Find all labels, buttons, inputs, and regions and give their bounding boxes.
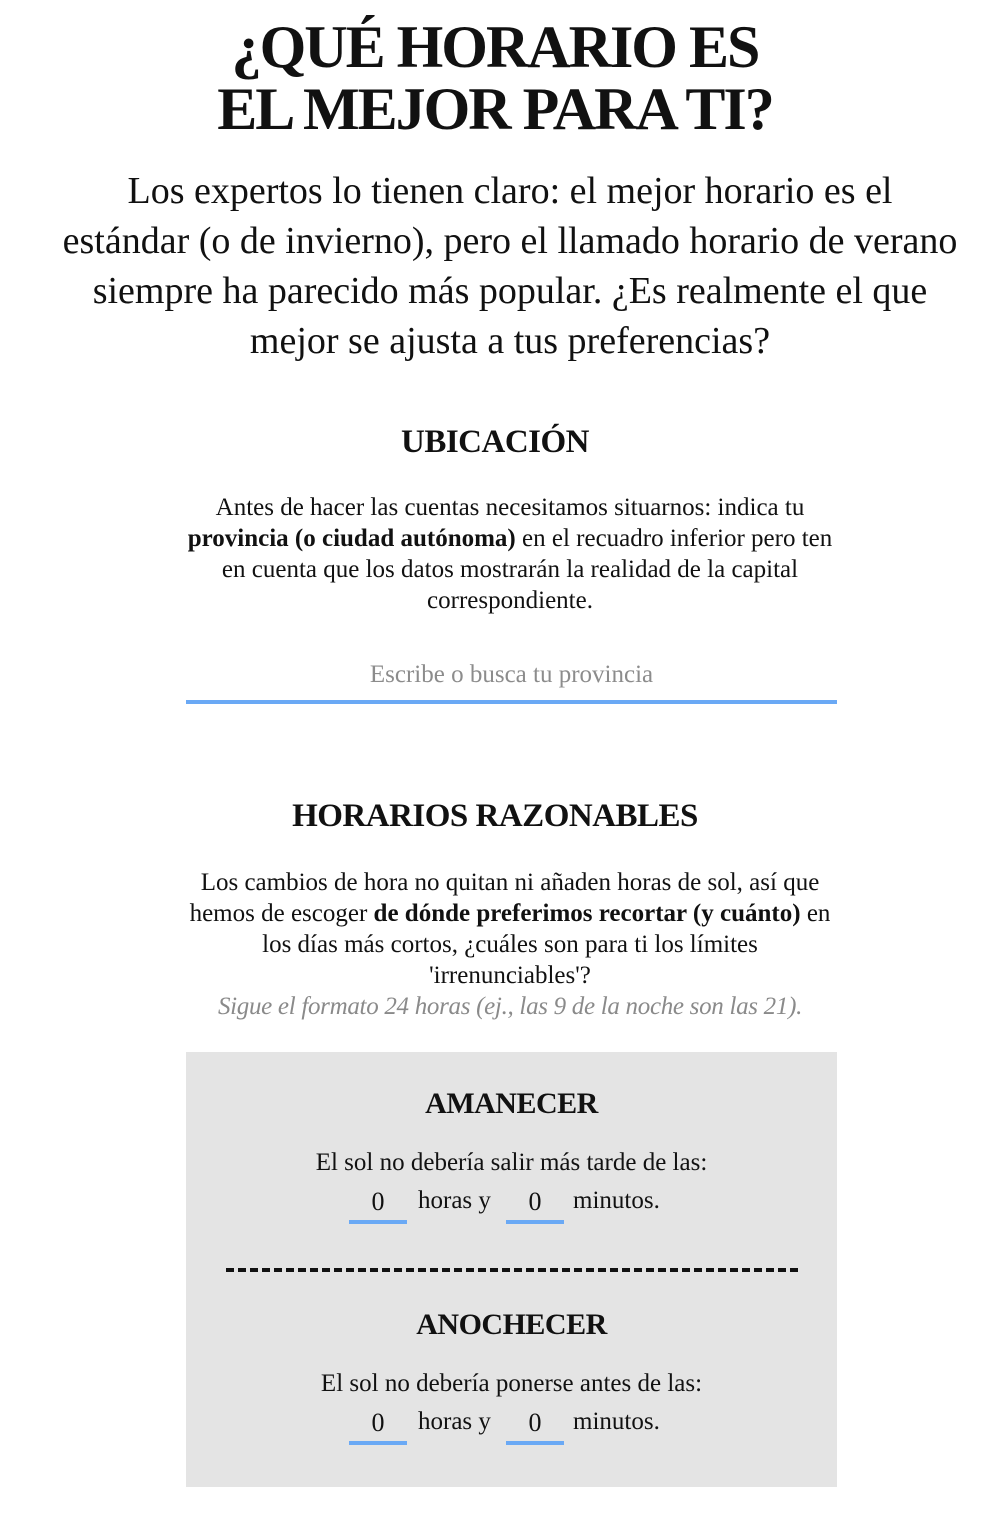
sunset-minutes-label: minutos. [573,1408,660,1435]
schedules-heading: HORARIOS RAZONABLES [292,798,698,834]
sunrise-minutes-label: minutos. [573,1187,660,1214]
sunset-minutes-input[interactable] [506,1405,564,1445]
schedules-description-end: en los días más cortos, ¿cuáles son para ti los límites 'irrenunciables'? [262,900,831,989]
page-title [0,16,990,140]
sunrise-minutes-input[interactable] [506,1184,564,1224]
schedules-description [180,867,840,1022]
preferences-panel [186,1052,837,1487]
province-search-input[interactable] [186,652,837,698]
province-search [186,652,837,704]
location-description-end: en el recuadro inferior pero ten en cuenta que los datos mostrarán la realidad de la capital correspondiente. [221,525,833,614]
format-hint: Sigue el formato 24 horas (ej., las 9 de la noche son las 21). [217,993,803,1020]
intro-text: Los expertos lo tienen claro: el mejor horario es el estándar (o de invierno), pero el llamado horario de verano siempre ha parecido más popular. ¿Es realmente el que mejor se ajusta a tus preferencias? [62,170,958,362]
sunset-hours-label: horas y [418,1408,491,1435]
sunset-hours-input[interactable] [349,1405,407,1445]
location-description-start: Antes de hacer las cuentas necesitamos situarnos: indica tu [215,494,805,521]
location-description [180,492,840,616]
sunrise-prompt: El sol no debería salir más tarde de las: [315,1149,708,1176]
page-title-line-1: ¿QUÉ HORARIO ES [231,14,759,80]
page-title-line-2: EL MEJOR PARA TI? [217,76,773,142]
sunset-prompt: El sol no debería ponerse antes de las: [320,1370,703,1397]
schedules-description-start: Los cambios de hora no quitan ni añaden horas de sol, así que hemos de escoger [189,869,820,927]
sunrise-hours-input[interactable] [349,1184,407,1224]
schedules-description-bold: de dónde preferimos recortar (y cuánto) [373,900,801,927]
location-heading: UBICACIÓN [400,424,590,460]
sunrise-heading: AMANECER [425,1087,598,1120]
sunset-heading: ANOCHECER [416,1308,607,1341]
location-description-bold: provincia (o ciudad autónoma) [187,525,516,552]
section-divider [226,1268,798,1272]
sunrise-hours-label: horas y [418,1187,491,1214]
